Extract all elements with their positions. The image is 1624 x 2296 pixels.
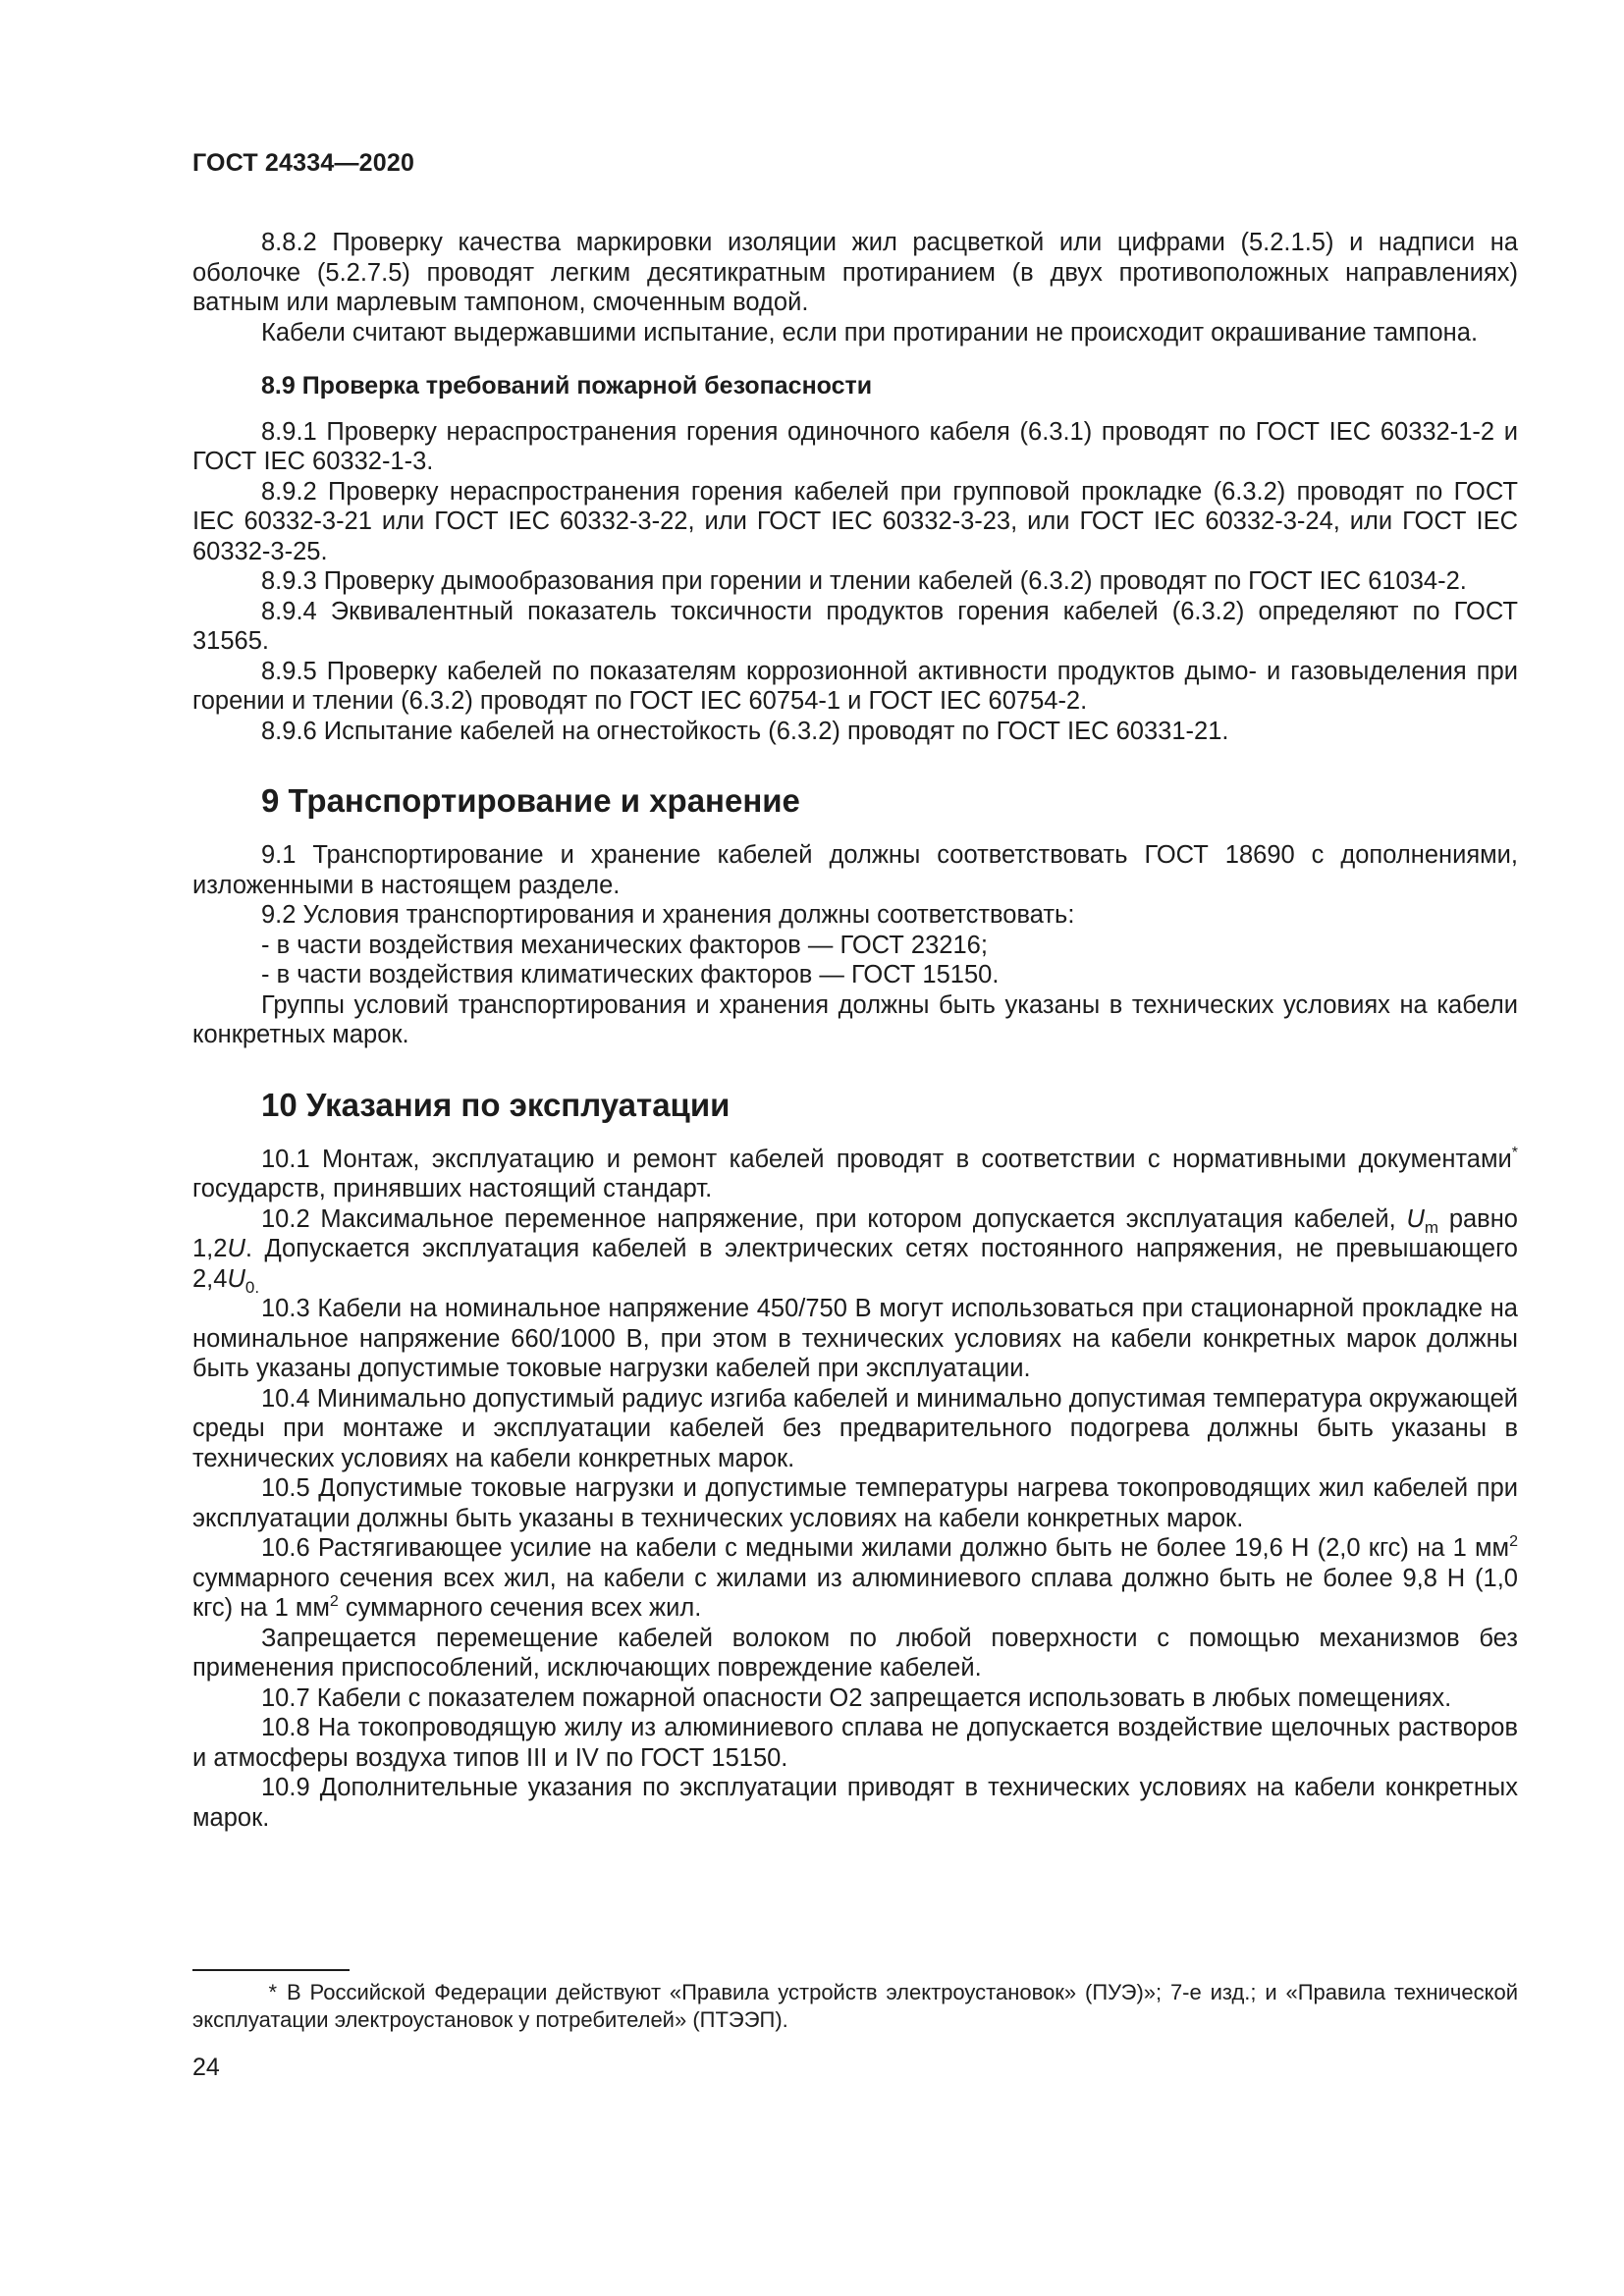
paragraph-10-4: 10.4 Минимально допустимый радиус изгиба кабелей и минимально допустимая температура окружающей среды при монтаже и эксплуатации кабелей без предварительного подогрева должны быть указаны в технических условиях на кабели конкретных марок.: [192, 1384, 1518, 1472]
subsection-heading-8-9: 8.9 Проверка требований пожарной безопасности: [261, 372, 873, 400]
superscript-2: 2: [1509, 1533, 1518, 1550]
paragraph-8-9-5: 8.9.5 Проверку кабелей по показателям коррозионной активности продуктов дымо- и газовыделения при горении и тлении (6.3.2) проводят по ГОСТ IEC 60754-1 и ГОСТ IEC 60754-2.: [192, 657, 1518, 715]
superscript-2: 2: [329, 1593, 339, 1610]
section-heading-9: 9 Транспортирование и хранение: [261, 782, 800, 819]
paragraph-8-9-6: 8.9.6 Испытание кабелей на огнестойкость (6.3.2) проводят по ГОСТ IEC 60331-21.: [261, 717, 1229, 745]
paragraph-8-8-2-result: Кабели считают выдержавшими испытание, если при протирании не происходит окрашивание тампона.: [261, 318, 1479, 347]
paragraph-10-2: [192, 1204, 1518, 1295]
paragraph-10-2-text-c: . Допускается эксплуатация кабелей в электрических сетях постоянного напряжения, не превышающего 2,4: [192, 1235, 1518, 1293]
paragraph-10-6-text-b: суммарного сечения всех жил, на кабели с жилами из алюминиевого сплава должно быть не более 9,8 Н (1,0 кгс) на 1 мм: [192, 1564, 1518, 1622]
paragraph-10-2-text-b: равно 1,2: [192, 1204, 1518, 1262]
subscript-m: m: [1424, 1217, 1439, 1237]
subscript-0: 0.: [244, 1277, 260, 1297]
page-body: [192, 228, 1518, 1833]
symbol-U: U: [227, 1235, 245, 1262]
paragraph-10-9: 10.9 Дополнительные указания по эксплуатации приводят в технических условиях на кабели конкретных марок.: [192, 1774, 1518, 1832]
footnote-mark: *: [268, 1980, 277, 2004]
list-item-climatic: - в части воздействия климатических факторов — ГОСТ 15150.: [261, 961, 1000, 988]
document-code-header: ГОСТ 24334—2020: [192, 149, 415, 177]
paragraph-8-9-4: 8.9.4 Эквивалентный показатель токсичности продуктов горения кабелей (6.3.2) определяют по ГОСТ 31565.: [192, 597, 1518, 655]
paragraph-10-5: 10.5 Допустимые токовые нагрузки и допустимые температуры нагрева токопроводящих жил кабелей при эксплуатации должны быть указаны в технических условиях на кабели конкретных марок.: [192, 1474, 1518, 1532]
footnote: [192, 1979, 1518, 2034]
paragraph-10-1-text-end: государств, принявших настоящий стандарт.: [192, 1175, 713, 1202]
footnote-text: В Российской Федерации действуют «Правила устройств электроустановок» (ПУЭ)»; 7-е изд.; и «Правила технической эксплуатации электроустановок у потребителей» (ПТЭЭП).: [192, 1980, 1518, 2032]
paragraph-10-1-text: 10.1 Монтаж, эксплуатацию и ремонт кабелей проводят в соответствии с нормативными документами: [261, 1145, 1512, 1173]
footnote-divider: [192, 1969, 350, 1971]
list-item-mechanical: - в части воздействия механических факторов — ГОСТ 23216;: [261, 931, 988, 959]
symbol-U: U: [1406, 1204, 1425, 1233]
paragraph-10-6: [192, 1533, 1518, 1624]
paragraph-10-6-text-c: суммарного сечения всех жил.: [338, 1594, 702, 1622]
footnote-reference: *: [1511, 1144, 1518, 1161]
paragraph-8-9-1: 8.9.1 Проверку нераспространения горения одиночного кабеля (6.3.1) проводят по ГОСТ IEC 60332-1-2 и ГОСТ IEC 60332-1-3.: [192, 417, 1518, 475]
page-number: 24: [192, 2054, 220, 2081]
section-heading-10: 10 Указания по эксплуатации: [261, 1086, 731, 1123]
paragraph-10-3: 10.3 Кабели на номинальное напряжение 450/750 В могут использоваться при стационарной прокладке на номинальное напряжение 660/1000 В, при этом в технических условиях на кабели конкретных марок должны быть указаны допустимые токовые нагрузки кабелей при эксплуатации.: [192, 1295, 1518, 1382]
paragraph-9-2: 9.2 Условия транспортирования и хранения должны соответствовать:: [261, 901, 1075, 929]
paragraph-10-6-text: 10.6 Растягивающее усилие на кабели с медными жилами должно быть не более 19,6 Н (2,0 кгс) на 1 мм: [261, 1534, 1510, 1562]
paragraph-10-7: 10.7 Кабели с показателем пожарной опасности О2 запрещается использовать в любых помещениях.: [261, 1683, 1452, 1712]
paragraph-8-9-2: 8.9.2 Проверку нераспространения горения кабелей при групповой прокладке (6.3.2) проводят по ГОСТ IEC 60332-3-21 или ГОСТ IEC 60332-3-22, или ГОСТ IEC 60332-3-23, или ГОСТ IEC 60332-3-24, или ГОСТ IEC 60332-3-25.: [192, 477, 1518, 565]
paragraph-9-1: 9.1 Транспортирование и хранение кабелей должны соответствовать ГОСТ 18690 с дополнениями, изложенными в настоящем разделе.: [192, 841, 1518, 899]
paragraph-10-1: [192, 1145, 1518, 1204]
paragraph-10-2-text: 10.2 Максимальное переменное напряжение, при котором допускается эксплуатация кабелей,: [261, 1204, 1407, 1233]
symbol-U: U: [227, 1264, 245, 1293]
paragraph-8-9-3: 8.9.3 Проверку дымообразования при горении и тлении кабелей (6.3.2) проводят по ГОСТ IEC 61034-2.: [261, 567, 1467, 595]
paragraph-10-8: 10.8 На токопроводящую жилу из алюминиевого сплава не допускается воздействие щелочных растворов и атмосферы воздуха типов III и IV по ГОСТ 15150.: [192, 1714, 1518, 1772]
paragraph-9-groups: Группы условий транспортирования и хранения должны быть указаны в технических условиях на кабели конкретных марок.: [192, 990, 1518, 1048]
paragraph-10-6-prohibition: Запрещается перемещение кабелей волоком по любой поверхности с помощью механизмов без применения приспособлений, исключающих повреждение кабелей.: [192, 1624, 1518, 1682]
paragraph-8-8-2: 8.8.2 Проверку качества маркировки изоляции жил расцветкой или цифрами (5.2.1.5) и надписи на оболочке (5.2.7.5) проводят легким десятикратным протиранием (в двух противоположных направлениях) ватным или марлевым тампоном, смоченным водой.: [192, 229, 1518, 316]
